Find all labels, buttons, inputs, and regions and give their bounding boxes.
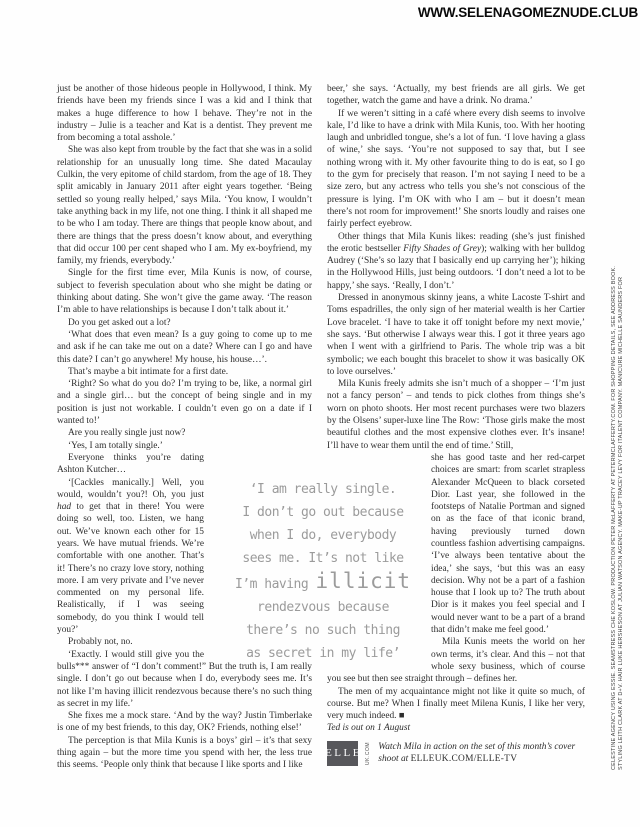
paragraph-italic-segment: Fifty Shades of Grey [403,243,482,254]
paragraph [57,83,312,144]
pull-quote-line-part: I’m having [234,577,316,592]
watermark-text: WWW.SELENAGOMEZNUDE.CLUB [417,5,638,20]
paragraph-segment: If we weren’t sitting in a café where every dish seems to involve kale, I’d like to have a drink with Mila Kunis, too. With her hooting laugh and unbridled tongue, she’s a lot of fun. ‘I love having a glass of wine,’ she says. ‘You’re not supposed to say that, but I see nothing wrong with it. My other favourite thing to do is eat, so I go to the gym for precisely that reason. I’m not saying I need to be a size zero, but any actress who tells you she’s not conscious of the pressure is lying. I’m OK with who I am – but it doesn’t mean there’s not room for improvement!’ She snorts loudly and raises one fairly perfect eyebrow. [327,108,585,230]
pull-quote-line: when I do, everybody [249,528,397,543]
paragraph-segment: ‘Exactly. I would still give you the bulls*** answer of “I don’t comment!” But the truth is, I am really single. I don’t go out because when I do, everybody sees me. It’s not like I’m having illicit rendezvous because there’s no such thing as secret in my life.’ [57,649,312,709]
paragraph [57,427,312,439]
article-column-left [57,83,312,772]
paragraph-segment: ‘What does that even mean? Is a guy going to come up to me and ask if he can take me out on a date? Where can I go and have this date? I can’t go anywhere! My house, his house…’. [57,329,312,365]
paragraph [327,686,585,723]
promo-link: ELLEUK.COM/ELLE-TV [410,753,518,764]
pull-quote-line: there’s no such thing [246,623,400,638]
left-column-text-top [57,83,312,452]
paragraph [327,292,585,378]
paragraph [327,378,585,452]
pull-quote-line [216,570,430,596]
paragraph [327,231,585,292]
photo-credits-sidebar [611,70,625,770]
promo-text [378,741,585,765]
paragraph-segment: she has good taste and her red-carpet choices are smart: from scarlet strapless Alexander McQueen to black corseted Dior. Last year, she followed in the footsteps of Natalie Portman and signed on as the face of that iconic brand, having previously turned down countless fashion advertising campaigns. ‘I’ve always been tentative about the idea,’ she says, ‘but this was an easy decision. Why not be a part of a fashion house that I look up to? The truth about Dior is it makes you feel special and I would never want to be a part of a brand that didn’t make me feel good.’ [431,452,585,636]
paragraph [327,108,585,231]
paragraph-segment: beer,’ she says. ‘Actually, my best friends are all girls. We get together, watch the game and have a drink. No drama.’ [327,84,585,107]
paragraph-segment: ‘Right? So what do you do? I’m trying to be, like, a normal girl and a single girl… but the concept of being single and in my position is just not workable. I couldn’t even go on a date if I wanted to!’ [57,379,312,427]
paragraph [57,144,312,267]
paragraph-segment: Dressed in anonymous skinny jeans, a white Lacoste T-shirt and Toms espadrilles, the only sign of her material wealth is her Cartier Love bracelet. ‘I have to take it off tonight before my next movie,’ she says. ‘But otherwise I always wear this. I got it three years ago when I went with a girlfriend to Paris. The whole trip was a bit symbolic; we each bought this bracelet to show it was basically OK to love ourselves.’ [327,293,585,377]
paragraph-segment: Single for the first time ever, Mila Kunis is now, of course, subject to feverish speculation about who she might be dating or thinking about dating. She won’t give the game away. ‘The reason I’m able to have relationships is because I don’t talk about it.’ [57,268,312,316]
paragraph [57,366,312,378]
paragraph [57,710,312,735]
paragraph-segment: Everyone thinks you’re dating Ashton Kutcher… [57,452,204,476]
pull-quote-line: I don’t go out because [242,505,404,520]
paragraph [327,83,585,108]
paragraph [57,267,312,316]
paragraph [57,735,312,772]
paragraph [57,440,312,452]
paragraph-segment: ‘Yes, I am totally single.’ [68,440,163,451]
paragraph [57,378,312,427]
pull-quote-line: ‘I am really single. [249,482,397,497]
paragraph-segment: to get that in there! You were doing so well, too. Listen, we hang out. We’ve known each other for 15 years. We have mutual friends. We’re comfortable with one another. That’s it! There’s no crazy love story, nothing more. I am very private and I’ve never commented on my personal life. Realistically, if I was seeing somebody, do you think I would tell you?’ [57,502,204,636]
paragraph-segment: Probably not, no. [68,637,133,648]
paragraph-segment: Do you get asked out a lot? [68,317,171,328]
pull-quote-emphasis-word: illicit [315,569,412,593]
paragraph [327,722,585,734]
pull-quote-line: sees me. It’s not like [242,551,404,566]
paragraph-segment: Ted is out on 1 August [327,723,411,734]
paragraph-segment: Mila Kunis freely admits she isn’t much of a shopper – ‘I’m just not a fancy person’ – and tends to pick clothes from things she’s worn on photo shoots. Her most recent purchases were two blazers by the Olsens’ super-luxe line The Row: ‘Those girls make the most beautiful clothes and the most expensive clothes ever. It’s insane! I’ll have to wear them until the end of time.’ Still, [327,379,585,451]
paragraph-segment: ); walking with her bulldog Audrey (‘She’s so lazy that I basically end up carrying her’); hiking in the Hollywood Hills, just being outdoors. ‘I don’t need a lot to be happy,’ she says. ‘Really, I don’t.’ [327,243,585,291]
paragraph-segment: She fixes me a mock stare. ‘And by the way? Justin Timberlake is one of my best friends, to this day, OK? Friends, nothing else!’ [57,711,312,734]
promo-text-italic: Watch Mila in action on the set of this month’s cover shoot at [378,741,576,764]
elle-logo: ELLE [327,741,358,766]
paragraph-segment: The men of my acquaintance might not like it quite so much, of course. But me? When I finally meet Milena Kunis, I like her very, very much indeed. ■ [327,686,585,722]
paragraph-segment: That’s maybe a bit intimate for a first date. [68,366,229,377]
paragraph-segment: ‘[Cackles manically.] Well, you would, wouldn’t you?! Oh, you just [57,477,204,500]
paragraph-segment: She was also kept from trouble by the fact that she was in a solid relationship for an unusually long time. She dated Macaulay Culkin, the very epitome of child stardom, from the age of 18. They split amicably in January 2011 after eight years together. ‘Being settled so young really helped,’ says Mila. ‘You know, I wouldn’t take anything back in my life, not one thing. I think it all shaped me to be who I am today. There are things that people know about, and there are things that the press doesn’t know about, and everything that did occur 100 per cent shaped who I am. My ex-boyfriend, my family, my friends, everybody.’ [57,145,312,267]
paragraph [57,329,312,366]
paragraph [57,317,312,329]
paragraph-segment: Other things that Mila Kunis likes: reading (she’s just finished the erotic bestseller [327,231,585,254]
pull-quote-line: as secret in my life’ [246,646,400,661]
paragraph-italic-segment: had [57,502,72,513]
pull-quote-line: rendezvous because [257,600,389,615]
right-column-text-top [327,83,585,452]
credits-line-outer: STYLING LEITH CLARK AT D+V. HAIR LUKE HERSHESON AT JULIAN WATSON AGENCY. MAKE-UP TRACEY LEVY FOR ITALENT COMPANY. MANICURE MICHELLE SAUNDERS FOR [618,276,624,770]
paragraph-segment: The perception is that Mila Kunis is a boys’ girl – it’s that sexy thing again – but the more time you spend with her, the less true this seems. ‘People only think that because I like sports and I like [57,735,312,771]
paragraph-segment: Mila Kunis meets the world on her own terms, it’s clear. And this – not that whole sexy business, which of course you see but then see straight through – defines her. [327,637,585,685]
elle-logo-ukcom-label: UK.COM [365,741,371,765]
paragraph-segment: Are you really single just now? [68,428,186,439]
credits-line-inner: CELESTINE AGENCY USING ESSIE. SEAMSTRESS CHE KOSLOW. PRODUCTION PETER McLAFFERTY AT PETERMCLAFFERTY.COM. FOR SHOPPING DETAILS, SEE ADDRESS BOOK. [611,265,617,770]
elle-tv-promo [327,741,585,766]
paragraph-segment: just be another of those hideous people in Hollywood, I think. My friends have been my friends since I was a kid and I think that makes a huge difference to how I behave. They’re not in the industry – Julie is a teacher and Kat is a dentist. They prevent me from becoming a total asshole.’ [57,84,312,144]
pull-quote [216,478,430,665]
